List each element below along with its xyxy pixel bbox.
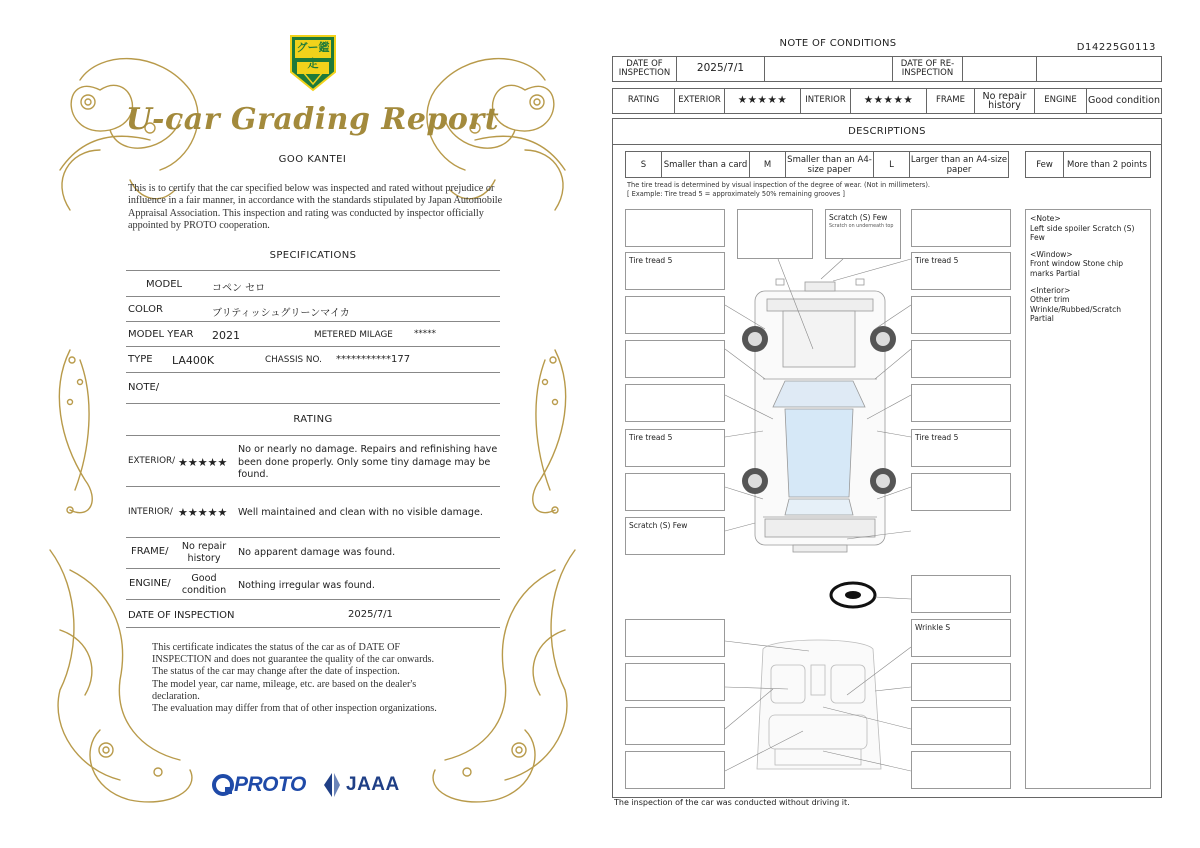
jaaa-logo — [320, 770, 400, 800]
specifications-heading: SPECIFICATIONS — [269, 250, 357, 261]
exterior-label: EXTERIOR — [675, 89, 725, 113]
model-label: MODEL — [146, 279, 183, 290]
box-label: Tire tread 5 — [629, 433, 673, 442]
interior-stars: ★★★★★ — [851, 89, 927, 113]
note-box — [911, 340, 1011, 378]
report-id: D14225G0113 — [1076, 42, 1156, 53]
inspection-date-row — [612, 56, 1162, 82]
note-box — [911, 707, 1011, 745]
note-box — [625, 707, 725, 745]
tread-note-line: The tire tread is determined by visual inspection of the degree of wear. (Not in millimeters). — [627, 181, 931, 189]
window-heading: <Window> — [1030, 249, 1073, 259]
wheel-rear-left-icon — [742, 468, 768, 494]
divider — [126, 403, 500, 404]
exterior-label: EXTERIOR/ — [128, 456, 176, 466]
tread-note-line: [ Example: Tire tread 5 = approximately 50% remaining grooves ] — [627, 189, 845, 198]
engine-value: Good condition — [1088, 95, 1160, 107]
note-title: NOTE OF CONDITIONS — [779, 38, 897, 49]
frame-label: FRAME — [927, 89, 975, 113]
note-box — [625, 296, 725, 334]
proto-mark-icon — [212, 774, 234, 796]
type-label: TYPE — [128, 354, 153, 365]
wrinkle-interior-box — [911, 619, 1011, 657]
scratch-left-bottom-box — [625, 517, 725, 555]
disclaimer-line: The model year, car name, mileage, etc. are based on the dealer's — [152, 678, 417, 690]
box-label: Scratch (S) Few — [629, 521, 688, 530]
interior-label: INTERIOR/ — [128, 507, 173, 517]
note-box — [911, 384, 1011, 422]
rating-label: RATING — [613, 89, 675, 113]
proto-wordmark: PROTO — [234, 773, 306, 796]
window-text: Front window Stone chip marks Partial — [1030, 259, 1124, 278]
engine-label: ENGINE — [1035, 89, 1087, 113]
engine-description: Nothing irregular was found. — [238, 580, 375, 591]
mileage-value: ***** — [414, 329, 436, 339]
note-box — [737, 209, 813, 259]
wheel-front-right-icon — [870, 326, 896, 352]
scratch-top-box — [825, 209, 901, 259]
inspection-footnote: The inspection of the car was conducted without driving it. — [614, 798, 850, 807]
disclaimer-line: The evaluation may differ from that of other inspection organizations. — [152, 703, 437, 715]
box-label: Tire tread 5 — [915, 433, 959, 442]
certificate-intro: This is to certify that the car specified below was inspected and rated without prejudice or influence in a fair manner, in accordance with the standards stipulated by Japan Automobile Appraisal Association. This inspection and rating was conducted by inspector officially appointed by PROTO cooperation. — [128, 183, 503, 232]
exterior-description: No or nearly no damage. Repairs and refinishing have been done properly. Only some tiny damage may be found. — [238, 444, 498, 480]
legend-l-label: L — [874, 152, 910, 177]
frame-value: No repair history — [975, 89, 1035, 113]
box-sub-label: Scratch on underneath top — [829, 224, 894, 229]
note-box — [911, 296, 1011, 334]
divider — [126, 372, 500, 373]
divider — [126, 568, 500, 569]
box-label: Tire tread 5 — [915, 256, 959, 265]
legend-s-label: S — [626, 152, 662, 177]
note-box — [625, 340, 725, 378]
legend-m-desc: Smaller than an A4-size paper — [786, 152, 874, 177]
note-box — [625, 473, 725, 511]
note-of-conditions — [610, 34, 1166, 824]
wheel-rear-right-icon — [870, 468, 896, 494]
note-box — [911, 473, 1011, 511]
exterior-stars: ★★★★★ — [725, 89, 801, 113]
model-year-value: 2021 — [212, 329, 240, 342]
jaaa-wordmark: JAAA — [346, 774, 400, 795]
note-heading: <Note> — [1030, 214, 1061, 223]
disclaimer-line: This certificate indicates the status of the car as of DATE OF — [152, 642, 401, 653]
date-of-reinspection-value — [963, 57, 1037, 81]
proto-logo — [212, 770, 306, 800]
descriptions-heading: DESCRIPTIONS — [613, 119, 1161, 145]
interior-label: INTERIOR — [801, 89, 851, 113]
tire-tread-rear-left-box — [625, 429, 725, 467]
disclaimer-line: INSPECTION and does not guarantee the quality of the car onwards. — [152, 654, 435, 666]
descriptions-panel — [612, 118, 1162, 798]
legend-l-desc: Larger than an A4-size paper — [910, 154, 1008, 175]
date-of-inspection-label: DATE OF INSPECTION — [613, 57, 677, 81]
note-box — [911, 209, 1011, 247]
color-value: ブリティッシュグリーンマイカ — [212, 308, 350, 319]
wheel-front-left-icon — [742, 326, 768, 352]
engine-value: Good condition — [181, 573, 227, 596]
box-label: Scratch (S) Few — [829, 213, 888, 222]
interior-heading: <Interior> — [1030, 285, 1071, 295]
note-text: Left side spoiler Scratch (S) Few — [1030, 223, 1135, 243]
note-box — [625, 619, 725, 657]
disclaimer-line: declaration. — [152, 690, 200, 702]
divider — [126, 537, 500, 538]
disclaimer-line: The status of the car may change after the date of inspection. — [152, 666, 400, 678]
empty-cell — [765, 57, 893, 81]
exterior-stars: ★★★★★ — [178, 456, 228, 469]
note-box — [625, 384, 725, 422]
empty-cell — [1037, 57, 1161, 81]
tire-tread-rear-right-box — [911, 429, 1011, 467]
divider — [126, 296, 500, 297]
note-box — [625, 209, 725, 247]
tire-tread-front-right-box — [911, 252, 1011, 290]
chassis-label: CHASSIS NO. — [265, 355, 322, 365]
rating-row — [612, 88, 1162, 114]
legend-few-desc: More than 2 points — [1066, 159, 1147, 170]
model-value: コペン セロ — [212, 283, 266, 294]
certificate-title: U-car Grading Report — [125, 102, 500, 137]
interior-stars: ★★★★★ — [178, 506, 228, 519]
box-label: Wrinkle S — [915, 623, 951, 632]
jaaa-mark-icon — [320, 771, 342, 799]
grading-certificate — [40, 30, 585, 820]
tire-tread-front-left-box — [625, 252, 725, 290]
frame-label: FRAME/ — [131, 546, 169, 557]
badge-text: グー鑑定 — [296, 41, 330, 70]
divider — [126, 435, 500, 436]
note-box — [911, 663, 1011, 701]
legend-m-label: M — [750, 152, 786, 177]
legend-few-label: Few — [1026, 152, 1064, 177]
date-of-inspection-label: DATE OF INSPECTION — [128, 610, 235, 621]
color-label: COLOR — [128, 304, 163, 315]
mileage-label: METERED MILAGE — [314, 330, 393, 340]
note-box — [911, 575, 1011, 613]
note-box — [625, 663, 725, 701]
legend-s-desc: Smaller than a card — [662, 152, 750, 177]
frame-description: No apparent damage was found. — [238, 547, 396, 558]
note-box — [911, 751, 1011, 789]
date-of-inspection-value: 2025/7/1 — [677, 57, 765, 81]
date-of-inspection-value: 2025/7/1 — [348, 609, 393, 620]
divider — [126, 270, 500, 271]
interior-description: Well maintained and clean with no visible damage. — [238, 507, 483, 518]
engine-label: ENGINE/ — [129, 578, 171, 589]
notes-panel — [1025, 209, 1151, 789]
note-box — [625, 751, 725, 789]
certificate-subtitle: GOO KANTEI — [278, 154, 347, 165]
chassis-value: ***********177 — [336, 354, 411, 365]
divider — [126, 599, 500, 600]
rating-heading: RATING — [293, 414, 333, 425]
divider — [126, 346, 500, 347]
divider — [126, 627, 500, 628]
date-of-reinspection-label: DATE OF RE-INSPECTION — [893, 57, 963, 81]
steering-wheel-icon — [831, 583, 875, 607]
frame-value: No repair history — [181, 541, 227, 564]
certificate-disclaimer — [152, 642, 492, 715]
type-value: LA400K — [172, 354, 215, 367]
divider — [126, 486, 500, 487]
interior-text: Other trim Wrinkle/Rubbed/Scratch Partial — [1030, 295, 1122, 324]
divider — [126, 321, 500, 322]
box-label: Tire tread 5 — [629, 256, 673, 265]
model-year-label: MODEL YEAR — [128, 329, 194, 340]
note-label: NOTE/ — [128, 382, 160, 393]
